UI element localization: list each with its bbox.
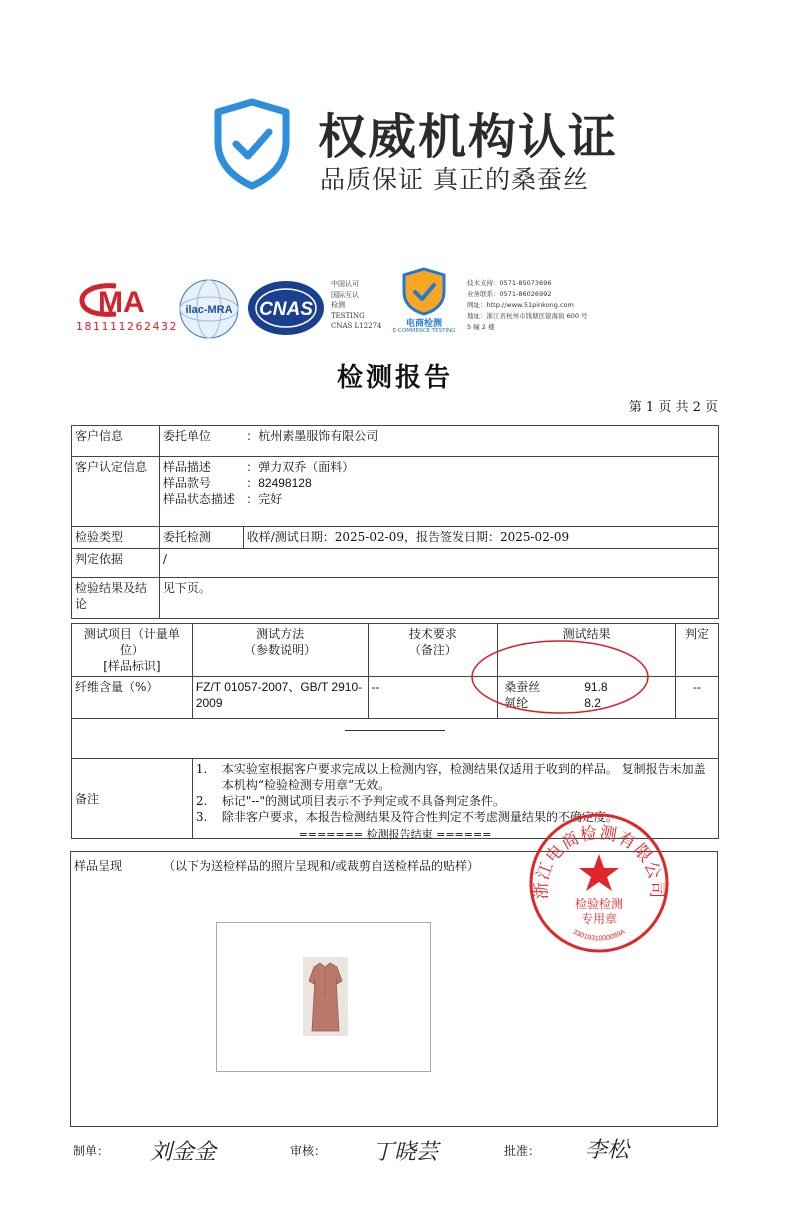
approve-signature: 李松 xyxy=(585,1138,630,1163)
ilac-logo xyxy=(178,278,240,340)
blank-row xyxy=(72,719,719,759)
shield-check-icon xyxy=(212,98,292,190)
ecommerce-en: E-COMMERCE TESTING xyxy=(392,328,456,334)
cnas-logo xyxy=(246,278,326,338)
cnas-line: 检测 xyxy=(331,301,345,309)
sample-no-label: 样品款号 xyxy=(162,476,211,490)
remark-text: 本实验室根据客户要求完成以上检测内容，检测结果仅适用于收到的样品。 复制报告未加盖本机构“检验检测专用章”无效。 xyxy=(221,762,706,792)
cell-label: 客户信息 xyxy=(72,426,160,457)
cell-value-group xyxy=(243,457,718,527)
remark-item xyxy=(196,793,715,809)
remark-num: 1. xyxy=(195,762,208,776)
ecommerce-testing-logo xyxy=(384,266,464,338)
sample-note: （以下为送检样品的照片呈现和/或裁剪自送检样品的贴样） xyxy=(163,859,480,873)
remark-text: 标记"--"的测试项目表示不予判定或不具备判定条件。 xyxy=(221,794,505,808)
remarks-label: 备注 xyxy=(72,759,193,839)
col-header xyxy=(192,624,368,677)
table-row xyxy=(72,549,719,578)
cell-label: 检验结果及结论 xyxy=(72,578,160,619)
cnas-mark-icon xyxy=(246,278,326,338)
contact-line: 网址：http://www.51pinkong.com xyxy=(467,301,574,309)
result-name: 桑蚕丝 xyxy=(504,680,541,694)
col-header: 测试结果 xyxy=(498,624,676,677)
contact-info xyxy=(467,278,588,333)
stamp-ring-text: 浙江电商检测有限公司 xyxy=(531,823,667,900)
remark-item xyxy=(196,761,715,793)
col-method-sub: （参数说明） xyxy=(244,643,317,657)
cma-number: 181111262432 xyxy=(76,320,178,333)
ilac-globe-icon xyxy=(178,278,240,340)
row-judge: -- xyxy=(676,677,719,719)
result-name: 氨纶 xyxy=(504,696,529,710)
divider xyxy=(345,730,445,731)
approve-label: 批准： xyxy=(504,1144,541,1158)
sample-desc-label: 样品描述 xyxy=(162,460,211,474)
cnas-line: 中国认可 xyxy=(331,280,359,288)
cell-label: 客户认定信息 xyxy=(72,457,160,527)
ecommerce-cn: 电商检测 xyxy=(405,319,442,329)
table-row xyxy=(72,719,719,759)
result-value: 91.8 xyxy=(584,680,608,694)
cnas-line: CNAS L12274 xyxy=(331,322,382,330)
sample-desc-value: ：弹力双乔（面料） xyxy=(246,460,355,474)
contact-line: 地址：浙江省杭州市钱塘区银海街 600 号 xyxy=(467,312,588,320)
stamp-number: 3301931000089A xyxy=(571,928,627,943)
cell-label: 委托单位 xyxy=(159,426,243,457)
cnas-caption xyxy=(331,279,381,332)
col-item: 测试项目（计量单位） xyxy=(83,627,180,657)
cma-logo xyxy=(76,280,178,336)
ecommerce-shield-icon xyxy=(384,266,464,316)
sample-label: 样品呈现 xyxy=(74,859,123,873)
contact-line: 5 幢 2 楼 xyxy=(467,323,495,331)
table-row xyxy=(72,426,719,457)
cell-value: 委托检测 xyxy=(159,527,243,549)
report-end-line: ======= 检测报告结束 ====== xyxy=(298,828,492,841)
row-req: -- xyxy=(368,677,498,719)
cell-value: 收样/测试日期：2025-02-09，报告签发日期：2025-02-09 xyxy=(243,527,718,549)
table-row xyxy=(72,527,719,549)
col-item-sub: [样品标识] xyxy=(103,659,161,673)
maker-label: 制单： xyxy=(73,1144,110,1158)
official-stamp xyxy=(528,812,670,954)
hero-title: 权威机构认证 xyxy=(318,109,619,165)
ilac-text: ilac-MRA xyxy=(185,304,233,316)
result-value: 8.2 xyxy=(584,696,601,710)
sample-no-value: ：82498128 xyxy=(246,476,312,490)
remark-text: 除非客户要求，本报告检测结果及符合性判定不考虑测量结果的不确定度。 xyxy=(221,810,618,824)
sample-state-label: 样品状态描述 xyxy=(162,492,235,506)
cnas-line: TESTING xyxy=(331,311,365,320)
cell-label-group xyxy=(159,457,243,527)
row-item: 纤维含量（%） xyxy=(72,677,193,719)
stamp-center-1: 检验检测 xyxy=(574,897,624,911)
cnas-text: CNAS xyxy=(259,299,313,320)
cell-label: 判定依据 xyxy=(72,549,160,578)
cma-mark-text: MA xyxy=(98,286,145,319)
remark-num: 3. xyxy=(195,810,208,824)
report-title: 检测报告 xyxy=(336,363,453,393)
cell-value: 见下页。 xyxy=(159,578,718,619)
col-method: 测试方法 xyxy=(256,627,305,641)
page-number: 第 1 页 共 2 页 xyxy=(628,400,718,415)
row-method: FZ/T 01057-2007、GB/T 2910-2009 xyxy=(192,677,368,719)
cell-label: 检验类型 xyxy=(72,527,160,549)
hero-subtitle: 品质保证 真正的桑蚕丝 xyxy=(320,165,589,194)
col-header xyxy=(72,624,193,677)
dress-icon xyxy=(303,957,348,1036)
cma-mark-icon xyxy=(76,280,170,320)
review-signature: 丁晓芸 xyxy=(372,1140,439,1165)
table-row xyxy=(72,578,719,619)
star-icon xyxy=(579,854,619,891)
col-req: 技术要求 xyxy=(408,627,457,641)
col-req-sub: （备注） xyxy=(408,643,457,657)
dress-photo xyxy=(303,957,348,1036)
sample-state-value: ：完好 xyxy=(246,492,283,506)
table-row xyxy=(72,457,719,527)
stamp-center-2: 专用章 xyxy=(580,912,618,926)
report-info-table xyxy=(71,425,719,619)
cnas-line: 国际互认 xyxy=(331,290,359,299)
contact-line: 技术支持：0571-85073696 xyxy=(467,279,552,287)
col-header: 判定 xyxy=(676,624,719,677)
remark-num: 2. xyxy=(195,794,208,808)
sample-photo-frame xyxy=(216,922,431,1072)
cell-value: / xyxy=(159,549,718,578)
result-highlight-ellipse xyxy=(468,636,652,718)
maker-signature: 刘金金 xyxy=(150,1140,217,1165)
review-label: 审核： xyxy=(290,1144,327,1158)
svg-text:3301931000089A xyxy=(572,928,627,942)
cell-value: ：杭州素墨服饰有限公司 xyxy=(243,426,718,457)
contact-line: 业务联系：0571-86026992 xyxy=(467,290,552,298)
